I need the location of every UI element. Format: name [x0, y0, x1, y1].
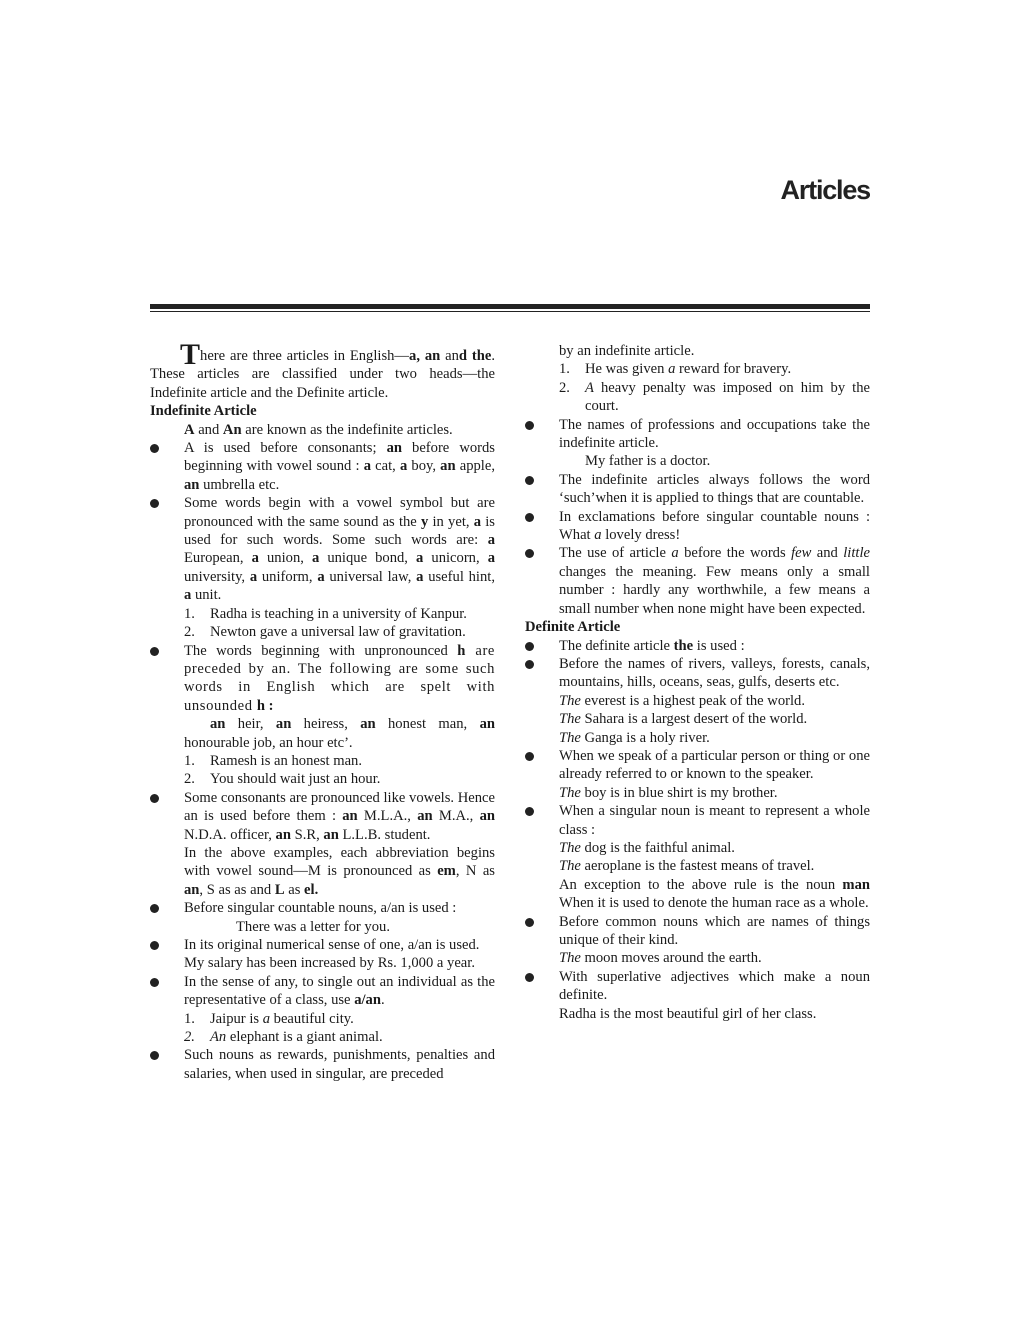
list-item: With superlative adjectives which make a noun definite.	[525, 968, 870, 1005]
example-line: My salary has been increased by Rs. 1,000 a year.	[184, 955, 475, 972]
example-line: 2. Newton gave a universal law of gravitation.	[184, 624, 466, 641]
bullet-icon	[150, 794, 159, 803]
bullet-icon	[525, 642, 534, 651]
example-line: 1. Ramesh is an honest man.	[184, 752, 362, 769]
bullet-icon	[150, 647, 159, 656]
indefinite-article-heading: Indefinite Article	[150, 403, 257, 420]
left-column	[150, 338, 496, 1083]
example-line: an heir, an heiress, an honest man, an honourable job, an hour etc’.	[184, 716, 495, 751]
indefinite-intro: A and An are known as the indefinite articles.	[184, 421, 453, 438]
list-item: The names of professions and occupations take the indefinite article.	[525, 416, 870, 453]
example-line: 2. A heavy penalty was imposed on him by the court.	[559, 379, 870, 415]
abbreviation-note: In the above examples, each abbreviation begins with vowel sound—M is pronounced as em, N as an, S as as and L as el.	[184, 844, 495, 898]
example-line: 1. He was given a reward for bravery.	[559, 361, 792, 378]
title-rule-thin	[150, 311, 870, 312]
bullet-icon	[150, 941, 159, 950]
bullet-icon	[525, 807, 534, 816]
title-rule-thick	[150, 304, 870, 309]
list-item: In the sense of any, to single out an individual as the representative of a class, use a/an.	[150, 973, 495, 1010]
example-line: My father is a doctor.	[585, 453, 711, 470]
list-item: When we speak of a particular person or thing or one already referred to or known to the speaker.	[525, 747, 870, 784]
list-item: Some consonants are pronounced like vowels. Hence an is used before them : an M.L.A., an M.A., an N.D.A. officer, an S.R, an L.L.B. student.	[150, 789, 495, 844]
bullet-icon	[525, 549, 534, 558]
list-item: The words beginning with unpronounced h are preceded by an. The following are some such words in English which are spelt with unsounded h :	[150, 642, 495, 716]
list-item: Before singular countable nouns, a/an is used :	[150, 899, 495, 917]
bullet-icon	[525, 973, 534, 982]
example-line: The Sahara is a largest desert of the world.	[559, 711, 808, 728]
bullet-icon	[150, 904, 159, 913]
example-line: 1. Jaipur is a beautiful city.	[184, 1010, 354, 1027]
list-item: Before the names of rivers, valleys, forests, canals, mountains, hills, oceans, seas, gulfs, deserts etc.	[525, 655, 870, 692]
list-item: Before common nouns which are names of things unique of their kind.	[525, 913, 870, 950]
list-item: Some words begin with a vowel symbol but are pronounced with the same sound as the y in yet, a is used for such words. Some such words are: a European, a union, a unique bond, a unicorn, a university, a uniform, a universal law, a useful hint, a unit.	[150, 494, 495, 604]
example-line: 1. Radha is teaching in a university of Kanpur.	[184, 605, 467, 622]
example-line: The everest is a highest peak of the world.	[559, 692, 805, 709]
bullet-icon	[525, 421, 534, 430]
bullet-icon	[525, 513, 534, 522]
bullet-icon	[525, 752, 534, 761]
example-line: Radha is the most beautiful girl of her class.	[559, 1005, 817, 1022]
list-item: Such nouns as rewards, punishments, penalties and salaries, when used in singular, are preceded	[150, 1046, 495, 1083]
list-item: The definite article the is used :	[525, 637, 870, 655]
example-line: There was a letter for you.	[236, 918, 390, 935]
example-line: The aeroplane is the fastest means of travel.	[559, 858, 815, 875]
bullet-icon	[525, 660, 534, 669]
list-item: A is used before consonants; an before words beginning with vowel sound : a cat, a boy, an apple, an umbrella etc.	[150, 439, 495, 494]
intro-paragraph: There are three articles in English—a, an and the. These articles are classified under two heads—the Indefinite article and the Definite article.	[150, 338, 495, 401]
list-item: In its original numerical sense of one, a/an is used.	[150, 936, 495, 954]
continued-text: by an indefinite article.	[559, 343, 695, 359]
bullet-icon	[150, 1051, 159, 1060]
example-line: 2. You should wait just an hour.	[184, 771, 381, 788]
example-line: 2. An elephant is a giant animal.	[184, 1029, 383, 1046]
chapter-title: Articles	[780, 175, 870, 205]
example-line: The boy is in blue shirt is my brother.	[559, 784, 778, 801]
list-item: The use of article a before the words few and little changes the meaning. Few means only a small number : hardly any worthwhile, a few means a small number when none might have been expected.	[525, 544, 870, 618]
list-item: When a singular noun is meant to represent a whole class :	[525, 802, 870, 839]
definite-article-heading: Definite Article	[525, 619, 621, 636]
bullet-icon	[525, 918, 534, 927]
right-column	[525, 342, 870, 1023]
bullet-icon	[150, 978, 159, 987]
bullet-icon	[150, 444, 159, 453]
list-item: The indefinite articles always follows the word ‘such’when it is applied to things that are countable.	[525, 471, 870, 508]
example-line: The dog is the faithful animal.	[559, 839, 735, 856]
example-line: The Ganga is a holy river.	[559, 729, 710, 746]
bullet-icon	[150, 499, 159, 508]
bullet-icon	[525, 476, 534, 485]
exception-note: An exception to the above rule is the noun man When it is used to denote the human race as a whole.	[559, 876, 870, 912]
list-item: In exclamations before singular countable nouns : What a lovely dress!	[525, 508, 870, 545]
drop-cap: T	[180, 338, 201, 371]
example-line: The moon moves around the earth.	[559, 950, 762, 967]
